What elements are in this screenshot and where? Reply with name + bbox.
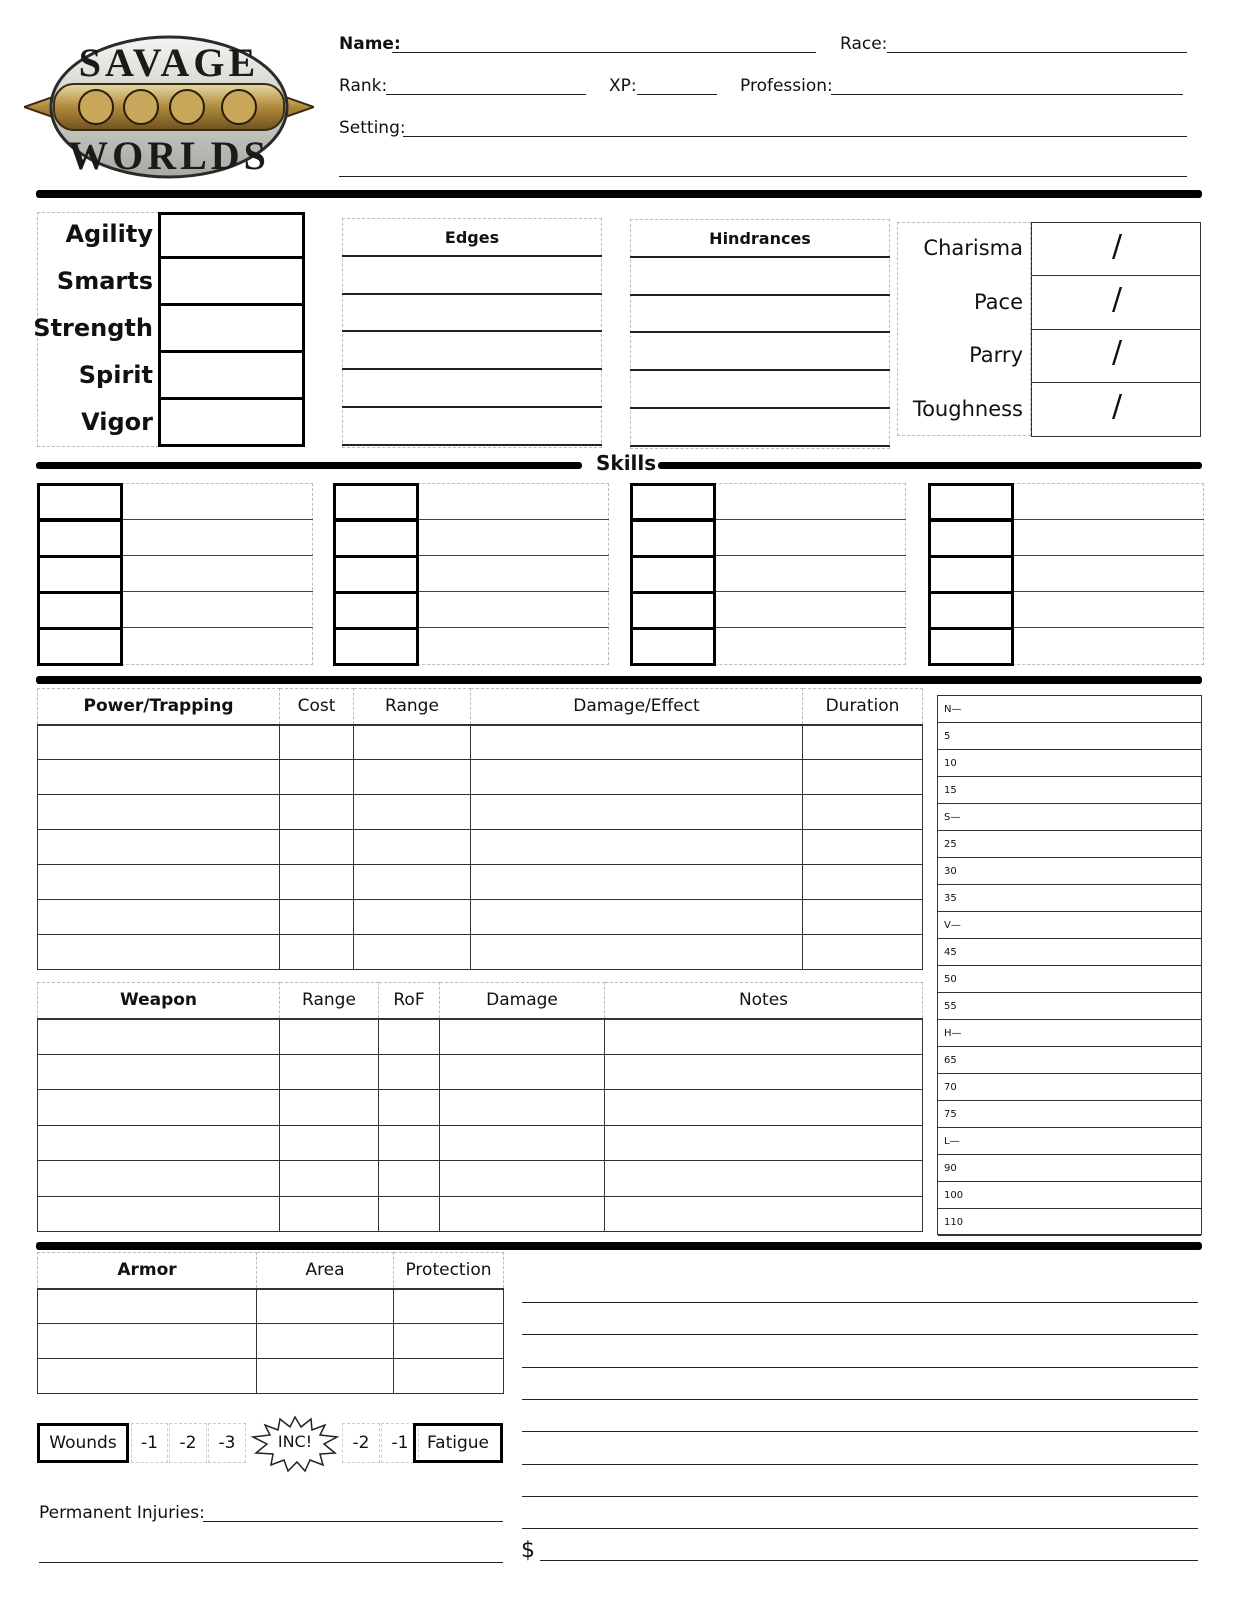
weapon-cell[interactable]: [280, 1161, 379, 1197]
armor-cell[interactable]: [257, 1289, 394, 1324]
hindrances-line[interactable]: [630, 294, 890, 296]
armor-cell[interactable]: [257, 1324, 394, 1359]
weapon-cell[interactable]: [605, 1090, 923, 1126]
power-header-cost: Cost: [280, 689, 354, 725]
weapon-cell[interactable]: [605, 1196, 923, 1232]
power-cell[interactable]: [471, 830, 803, 865]
armor-header-area: Area: [257, 1253, 394, 1289]
skill-die-box[interactable]: [630, 483, 716, 521]
power-cell[interactable]: [354, 935, 471, 970]
encumbrance-step[interactable]: 70: [938, 1074, 1201, 1101]
weapon-row: [38, 1054, 923, 1090]
power-cell[interactable]: [354, 900, 471, 935]
skill-name-line[interactable]: [716, 627, 906, 628]
gear-note-line[interactable]: [522, 1464, 1198, 1465]
skills-column: [333, 483, 609, 665]
hindrances-line[interactable]: [630, 369, 890, 371]
attribute-label: Agility: [65, 220, 153, 248]
edges-line[interactable]: [342, 406, 602, 408]
skill-name-line[interactable]: [1014, 627, 1204, 628]
skill-name-line[interactable]: [1014, 519, 1204, 520]
power-cell[interactable]: [471, 900, 803, 935]
skills-divider-left: [36, 462, 582, 469]
weapon-header-weapon: Weapon: [38, 983, 280, 1019]
edges-line: [342, 255, 602, 257]
edges-line[interactable]: [342, 368, 602, 370]
gear-note-line[interactable]: [522, 1302, 1198, 1303]
skill-die-box[interactable]: [333, 591, 419, 630]
skill-die-box[interactable]: [37, 555, 123, 594]
weapons-table: [37, 982, 923, 1232]
power-cell[interactable]: [280, 865, 354, 900]
weapon-cell[interactable]: [38, 1054, 280, 1090]
power-cell[interactable]: [354, 830, 471, 865]
power-cell[interactable]: [280, 900, 354, 935]
weapon-cell[interactable]: [605, 1054, 923, 1090]
wounds-fatigue-track: [37, 1423, 503, 1467]
weapon-cell[interactable]: [280, 1019, 379, 1055]
attribute-row: [37, 353, 305, 400]
gear-note-line[interactable]: [522, 1528, 1198, 1529]
power-cell[interactable]: [38, 725, 280, 760]
weapon-cell[interactable]: [605, 1019, 923, 1055]
edges-line[interactable]: [342, 293, 602, 295]
wound-minus-1[interactable]: -1: [131, 1423, 168, 1463]
skill-die-box[interactable]: [928, 483, 1014, 521]
skill-die-box[interactable]: [37, 483, 123, 521]
armor-row: [38, 1324, 504, 1359]
setting-field-line-2[interactable]: [339, 176, 1187, 177]
skill-die-box[interactable]: [630, 519, 716, 558]
incapacitated-label: INC!: [277, 1432, 313, 1451]
weapon-row: [38, 1161, 923, 1197]
attribute-die-box[interactable]: [158, 350, 305, 400]
skills-divider-right: [658, 462, 1202, 469]
power-cell[interactable]: [471, 935, 803, 970]
skill-name-line[interactable]: [419, 627, 609, 628]
profession-field[interactable]: [831, 94, 1183, 95]
encumbrance-step[interactable]: 110: [938, 1209, 1201, 1236]
weapon-row: [38, 1019, 923, 1055]
power-cell[interactable]: [354, 795, 471, 830]
weapon-cell[interactable]: [38, 1019, 280, 1055]
encumbrance-step[interactable]: 50: [938, 966, 1201, 993]
encumbrance-step[interactable]: 15: [938, 777, 1201, 804]
attribute-die-box[interactable]: [158, 256, 305, 306]
derived-stat-row: [897, 222, 1201, 276]
derived-stat-separator: /: [1111, 388, 1123, 424]
skills-column: [928, 483, 1204, 665]
skill-name-line[interactable]: [123, 591, 313, 592]
logo-text-worlds: WORLDS: [68, 133, 270, 178]
power-row: [38, 935, 923, 970]
skill-name-line[interactable]: [1014, 555, 1204, 556]
incapacitated-burst[interactable]: [249, 1415, 341, 1473]
derived-stat-value-box[interactable]: [1031, 222, 1201, 276]
gear-note-line[interactable]: [522, 1431, 1198, 1432]
skill-die-box[interactable]: [37, 627, 123, 666]
skill-die-box[interactable]: [333, 483, 419, 521]
logo-text-savage: SAVAGE: [78, 40, 260, 85]
power-header-range: Range: [354, 689, 471, 725]
encumbrance-step[interactable]: 10: [938, 750, 1201, 777]
weapon-row: [38, 1090, 923, 1126]
weapon-cell[interactable]: [38, 1161, 280, 1197]
derived-stat-label: Pace: [973, 289, 1023, 314]
power-cell[interactable]: [471, 795, 803, 830]
power-cell[interactable]: [803, 760, 923, 795]
weapon-cell[interactable]: [440, 1090, 605, 1126]
armor-cell[interactable]: [257, 1359, 394, 1394]
skill-name-line[interactable]: [1014, 591, 1204, 592]
rank-label: Rank:: [339, 76, 388, 96]
gear-note-line[interactable]: [522, 1367, 1198, 1368]
power-cell[interactable]: [354, 725, 471, 760]
armor-cell[interactable]: [38, 1359, 257, 1394]
derived-stat-value-box[interactable]: [1031, 329, 1201, 383]
savage-worlds-logo: [24, 34, 314, 184]
weapon-cell[interactable]: [38, 1090, 280, 1126]
weapon-cell[interactable]: [440, 1054, 605, 1090]
power-cell[interactable]: [38, 795, 280, 830]
attribute-row: [33, 306, 305, 353]
weapon-header-notes: Notes: [605, 983, 923, 1019]
derived-stats-block: [897, 222, 1201, 436]
weapon-header-damage: Damage: [440, 983, 605, 1019]
weapon-cell[interactable]: [379, 1196, 440, 1232]
skill-name-line[interactable]: [716, 519, 906, 520]
skill-die-box[interactable]: [333, 555, 419, 594]
skill-name-line[interactable]: [716, 591, 906, 592]
profession-label: Profession:: [740, 76, 833, 96]
race-label: Race:: [840, 34, 888, 54]
hindrances-line[interactable]: [630, 445, 890, 447]
weapon-cell[interactable]: [440, 1125, 605, 1161]
skill-die-box[interactable]: [630, 555, 716, 594]
weapon-cell[interactable]: [440, 1196, 605, 1232]
skill-die-box[interactable]: [37, 591, 123, 630]
edges-line[interactable]: [342, 444, 602, 446]
power-cell[interactable]: [803, 900, 923, 935]
wounds-label: Wounds: [37, 1423, 129, 1463]
weapon-cell[interactable]: [605, 1161, 923, 1197]
attribute-die-box[interactable]: [158, 303, 305, 353]
power-cell[interactable]: [38, 900, 280, 935]
power-cell[interactable]: [471, 725, 803, 760]
power-cell[interactable]: [280, 795, 354, 830]
edges-line[interactable]: [342, 330, 602, 332]
encumbrance-step[interactable]: 45: [938, 939, 1201, 966]
skill-die-box[interactable]: [37, 519, 123, 558]
derived-stat-row: [897, 276, 1201, 330]
power-row: [38, 900, 923, 935]
derived-stat-label: Parry: [969, 343, 1023, 367]
encumbrance-step[interactable]: 100: [938, 1182, 1201, 1209]
hindrances-heading: Hindrances: [709, 229, 811, 248]
rank-field[interactable]: [386, 94, 586, 95]
armor-cell[interactable]: [394, 1289, 504, 1324]
skill-name-line[interactable]: [123, 555, 313, 556]
power-row: [38, 725, 923, 760]
skill-name-line[interactable]: [716, 555, 906, 556]
power-cell[interactable]: [280, 830, 354, 865]
armor-table: [37, 1252, 504, 1394]
armor-cell[interactable]: [38, 1324, 257, 1359]
power-cell[interactable]: [471, 865, 803, 900]
encumbrance-step[interactable]: L—: [938, 1128, 1201, 1155]
skill-die-box[interactable]: [928, 627, 1014, 666]
name-label: Name:: [339, 34, 401, 54]
skills-heading: Skills: [596, 451, 657, 475]
encumbrance-step[interactable]: 25: [938, 831, 1201, 858]
hindrances-block: [630, 219, 890, 449]
setting-label: Setting:: [339, 118, 406, 138]
skill-name-line[interactable]: [419, 519, 609, 520]
power-row: [38, 865, 923, 900]
permanent-injuries-field[interactable]: [203, 1521, 503, 1522]
skill-die-box[interactable]: [630, 627, 716, 666]
weapon-cell[interactable]: [379, 1090, 440, 1126]
skill-name-line[interactable]: [419, 591, 609, 592]
fatigue-label: Fatigue: [413, 1423, 503, 1463]
derived-stat-label: Charisma: [923, 236, 1023, 260]
encumbrance-step[interactable]: 55: [938, 993, 1201, 1020]
power-header-duration: Duration: [803, 689, 923, 725]
power-row: [38, 760, 923, 795]
power-cell[interactable]: [38, 830, 280, 865]
derived-stat-value-box[interactable]: [1031, 383, 1201, 437]
setting-field[interactable]: [403, 136, 1187, 137]
gear-note-line[interactable]: [522, 1334, 1198, 1335]
name-field[interactable]: [392, 52, 816, 53]
encumbrance-step[interactable]: H—: [938, 1020, 1201, 1047]
skill-die-box[interactable]: [928, 519, 1014, 558]
power-cell[interactable]: [280, 725, 354, 760]
armor-divider: [36, 1242, 1202, 1250]
hindrances-line[interactable]: [630, 331, 890, 333]
powers-table: [37, 688, 923, 970]
attribute-die-box[interactable]: [158, 212, 305, 259]
attribute-die-box[interactable]: [158, 397, 305, 447]
armor-cell[interactable]: [394, 1324, 504, 1359]
power-cell[interactable]: [38, 865, 280, 900]
weapon-cell[interactable]: [440, 1019, 605, 1055]
skill-name-line[interactable]: [123, 519, 313, 520]
armor-row: [38, 1359, 504, 1394]
hindrances-line[interactable]: [630, 407, 890, 409]
weapon-cell[interactable]: [280, 1090, 379, 1126]
fatigue-minus-2[interactable]: -2: [342, 1423, 380, 1463]
encumbrance-track: [937, 695, 1202, 1235]
power-header-power-trapping: Power/Trapping: [38, 689, 280, 725]
wound-minus-3[interactable]: -3: [208, 1423, 246, 1463]
power-cell[interactable]: [803, 865, 923, 900]
weapon-cell[interactable]: [379, 1019, 440, 1055]
power-cell[interactable]: [38, 760, 280, 795]
attribute-row: [37, 400, 305, 447]
skill-die-box[interactable]: [333, 627, 419, 666]
edges-heading: Edges: [444, 228, 500, 247]
encumbrance-step[interactable]: S—: [938, 804, 1201, 831]
header-divider: [36, 190, 1202, 198]
gear-note-line[interactable]: [522, 1496, 1198, 1497]
money-field[interactable]: [540, 1560, 1198, 1561]
attributes-block: [33, 212, 305, 447]
skill-die-box[interactable]: [630, 591, 716, 630]
weapon-cell[interactable]: [379, 1125, 440, 1161]
power-cell[interactable]: [354, 865, 471, 900]
hindrances-line: [630, 256, 890, 258]
weapon-cell[interactable]: [280, 1125, 379, 1161]
derived-stat-separator: /: [1111, 281, 1123, 317]
attribute-row: [37, 212, 305, 259]
permanent-injuries-label: Permanent Injuries:: [39, 1503, 205, 1523]
gear-note-line[interactable]: [522, 1399, 1198, 1400]
weapon-cell[interactable]: [280, 1196, 379, 1232]
derived-stat-value-box[interactable]: [1031, 276, 1201, 330]
power-cell[interactable]: [803, 725, 923, 760]
weapon-cell[interactable]: [38, 1125, 280, 1161]
skills-column: [37, 483, 313, 665]
edges-block: [342, 218, 602, 448]
fatigue-minus-1[interactable]: -1: [381, 1423, 419, 1463]
derived-stat-label: Toughness: [912, 396, 1023, 421]
race-field[interactable]: [887, 52, 1187, 53]
permanent-injuries-field-2[interactable]: [39, 1562, 503, 1563]
armor-cell[interactable]: [394, 1359, 504, 1394]
weapon-row: [38, 1196, 923, 1232]
attribute-label: Strength: [33, 314, 153, 342]
encumbrance-step[interactable]: 30: [938, 858, 1201, 885]
power-cell[interactable]: [803, 830, 923, 865]
money-symbol: $: [521, 1538, 535, 1563]
skill-name-line[interactable]: [123, 627, 313, 628]
encumbrance-step[interactable]: N—: [938, 696, 1201, 723]
weapon-cell[interactable]: [280, 1054, 379, 1090]
wound-minus-2[interactable]: -2: [169, 1423, 207, 1463]
armor-cell[interactable]: [38, 1289, 257, 1324]
attribute-row: [37, 259, 305, 306]
xp-field[interactable]: [637, 94, 717, 95]
skill-die-box[interactable]: [928, 591, 1014, 630]
derived-stat-row: [897, 329, 1201, 383]
encumbrance-step[interactable]: 35: [938, 885, 1201, 912]
weapon-cell[interactable]: [379, 1054, 440, 1090]
power-cell[interactable]: [280, 760, 354, 795]
power-cell[interactable]: [354, 760, 471, 795]
power-cell[interactable]: [280, 935, 354, 970]
weapon-cell[interactable]: [440, 1161, 605, 1197]
power-cell[interactable]: [38, 935, 280, 970]
armor-header-armor: Armor: [38, 1253, 257, 1289]
weapon-cell[interactable]: [38, 1196, 280, 1232]
skill-die-box[interactable]: [333, 519, 419, 558]
power-header-damage-effect: Damage/Effect: [471, 689, 803, 725]
encumbrance-step[interactable]: 90: [938, 1155, 1201, 1182]
weapon-row: [38, 1125, 923, 1161]
skill-name-line[interactable]: [419, 555, 609, 556]
encumbrance-step[interactable]: 75: [938, 1101, 1201, 1128]
encumbrance-step[interactable]: 5: [938, 723, 1201, 750]
attribute-label: Smarts: [56, 267, 153, 295]
derived-stat-separator: /: [1111, 229, 1123, 264]
skill-die-box[interactable]: [928, 555, 1014, 594]
attribute-label: Vigor: [81, 408, 153, 436]
power-row: [38, 830, 923, 865]
weapon-header-range: Range: [280, 983, 379, 1019]
weapon-cell[interactable]: [379, 1161, 440, 1197]
armor-row: [38, 1289, 504, 1324]
xp-label: XP:: [609, 76, 637, 96]
derived-stat-separator: /: [1111, 335, 1123, 370]
encumbrance-step[interactable]: V—: [938, 912, 1201, 939]
power-cell[interactable]: [803, 935, 923, 970]
weapon-header-rof: RoF: [379, 983, 440, 1019]
power-cell[interactable]: [803, 795, 923, 830]
skills-column: [630, 483, 906, 665]
armor-header-protection: Protection: [394, 1253, 504, 1289]
skills-bottom-divider: [36, 676, 1202, 684]
derived-stat-row: [897, 383, 1201, 437]
encumbrance-step[interactable]: 65: [938, 1047, 1201, 1074]
weapon-cell[interactable]: [605, 1125, 923, 1161]
attribute-label: Spirit: [78, 361, 153, 389]
power-cell[interactable]: [471, 760, 803, 795]
power-row: [38, 795, 923, 830]
